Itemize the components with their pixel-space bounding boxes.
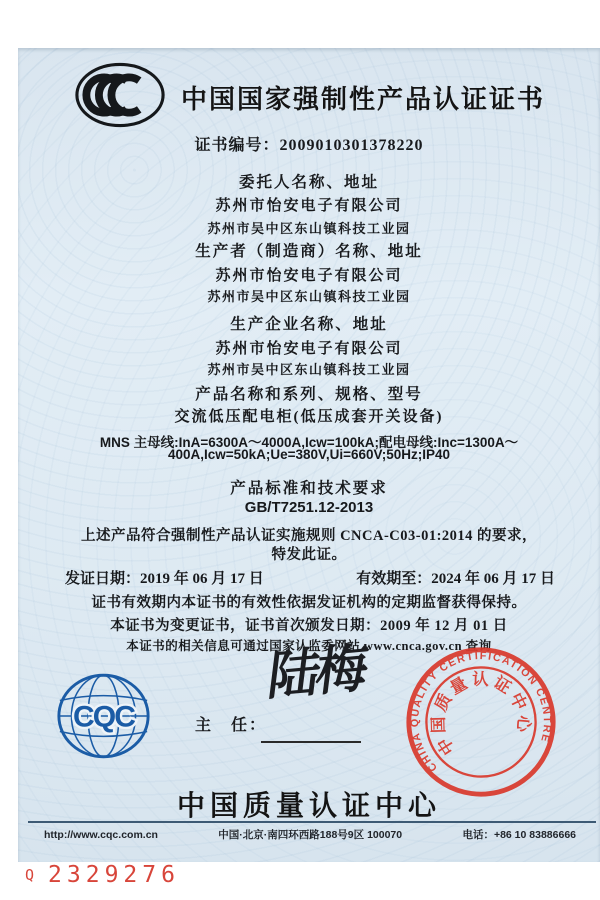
standard-value: GB/T7251.12-2013 (244, 499, 374, 516)
issue-date: 发证日期：2019 年 06 月 17 日 (65, 571, 264, 587)
product-spec-line2: 400A,Icw=50kA;Ue=380V,Ui=660V;50Hz;IP40 (167, 447, 451, 462)
product-spec-line1: MNS 主母线:InA=6300A～4000A,Icw=100kA;配电母线:Inc=1300A～ (99, 435, 519, 450)
info-statement: 本证书的相关信息可通过国家认监委网站 www.cnca.gov.cn 查询 (126, 639, 492, 653)
manufacturer-section-label: 生产者（制造商）名称、地址 (195, 243, 423, 260)
serial-digits: 2329276 (48, 862, 180, 888)
conformity-statement-line1: 上述产品符合强制性产品认证实施规则 CNCA-C03-01:2014 的要求， (80, 528, 538, 544)
footer-address: 中国·北京·南四环西路188号9区 100070 (218, 829, 403, 841)
cqc-logo-icon (55, 668, 152, 764)
organization-name: 中国质量认证中心 (176, 791, 441, 822)
standard-section-label: 产品标准和技术要求 (230, 480, 388, 497)
date-line (18, 567, 600, 588)
footer-divider (28, 821, 596, 823)
stamp-chinese-text: 中国质量认证中心 (428, 669, 534, 759)
certificate-sheet (18, 48, 600, 862)
valid-until-date: 有效期至：2024 年 06 月 17 日 (356, 571, 555, 587)
director-label: 主 任： (195, 717, 268, 734)
applicant-section-label: 委托人名称、地址 (238, 174, 379, 191)
conformity-statement-line2: 特发此证。 (271, 547, 347, 563)
manufacturer-name: 苏州市怡安电子有限公司 (215, 268, 403, 284)
factory-section-label: 生产企业名称、地址 (230, 316, 388, 333)
footer-website: http://www.cqc.com.cn (44, 829, 158, 841)
change-statement: 本证书为变更证书，证书首次颁发日期：2009 年 12 月 01 日 (110, 618, 508, 634)
serial-number (25, 862, 180, 888)
ccc-mark-icon (73, 61, 167, 129)
stamp-latin-text: CHINA QUALITY CERTIFICATION CENTRE (409, 649, 553, 774)
director-signature: 陆梅 (264, 640, 368, 707)
product-section-label: 产品名称和系列、规格、型号 (195, 386, 423, 403)
factory-name: 苏州市怡安电子有限公司 (215, 341, 403, 357)
signature-underline (261, 741, 361, 743)
footer-phone: 电话：+86 10 83886666 (462, 829, 576, 841)
cqc-logo-text: CQC (73, 700, 134, 734)
manufacturer-address: 苏州市吴中区东山镇科技工业园 (207, 289, 411, 304)
certificate-number-value: 2009010301378220 (279, 137, 424, 154)
serial-prefix: Q (25, 866, 35, 884)
footer-info-row (18, 827, 600, 842)
product-name: 交流低压配电柜(低压成套开关设备) (174, 409, 444, 425)
svg-text:CHINA QUALITY CERTIFICATION CE (394, 635, 560, 777)
maintain-statement: 证书有效期内本证书的有效性依据发证机构的定期监督获得保持。 (91, 595, 527, 611)
applicant-name: 苏州市怡安电子有限公司 (215, 198, 403, 214)
certificate-title: 中国国家强制性产品认证证书 (180, 85, 545, 114)
certificate-number-label: 证书编号： (194, 137, 280, 154)
certificate-number-line (18, 132, 600, 155)
applicant-address: 苏州市吴中区东山镇科技工业园 (207, 221, 411, 236)
factory-address: 苏州市吴中区东山镇科技工业园 (207, 362, 411, 377)
